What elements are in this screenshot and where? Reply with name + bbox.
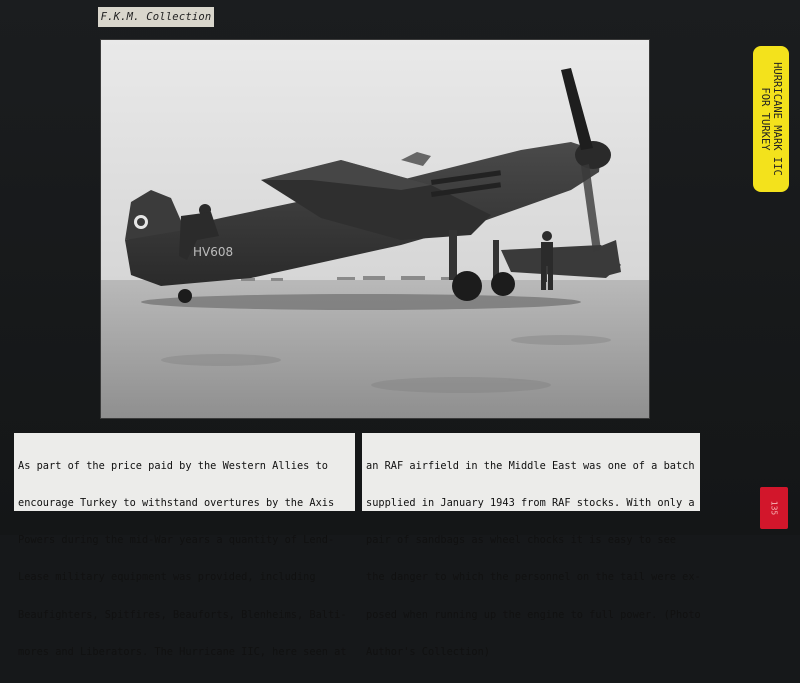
red-tag-text: 135: [769, 500, 779, 516]
caption-line: the danger to which the personnel on the tail were ex-: [366, 571, 701, 584]
caption-line: supplied in January 1943 from RAF stocks. With only a: [366, 497, 695, 510]
caption-line: As part of the price paid by the Western Allies to: [18, 459, 328, 472]
caption-line: Lease military equipment was provided, including: [18, 571, 316, 584]
caption-line: Author's Collection): [366, 645, 490, 658]
side-tab-text: HURRICANE MARK IIC FOR TURKEY: [759, 62, 783, 176]
aircraft-photo: [101, 40, 649, 418]
caption-line: mores and Liberators. The Hurricane IIC, here seen at: [18, 645, 347, 658]
caption-line: encourage Turkey to withstand overtures by the Axis: [18, 497, 335, 510]
caption-line: pair of sandbags as wheel chocks it is easy to see: [366, 534, 676, 547]
caption-right: [362, 433, 701, 658]
aircraft-serial: HV608: [193, 245, 234, 259]
side-tab-label: [753, 46, 789, 192]
caption-line: Powers during the mid-War years a quantity of Lend-: [18, 534, 335, 547]
collection-label: F.K.M. Collection: [98, 7, 214, 27]
caption-line: posed when running up the engine to full power. (Photo: [366, 608, 701, 621]
caption-line: an RAF airfield in the Middle East was one of a batch: [366, 459, 695, 472]
caption-left: [14, 433, 355, 658]
red-tag: [760, 487, 788, 529]
caption-line: Beaufighters, Spitfires, Beauforts, Blenheims, Balti-: [18, 608, 347, 621]
